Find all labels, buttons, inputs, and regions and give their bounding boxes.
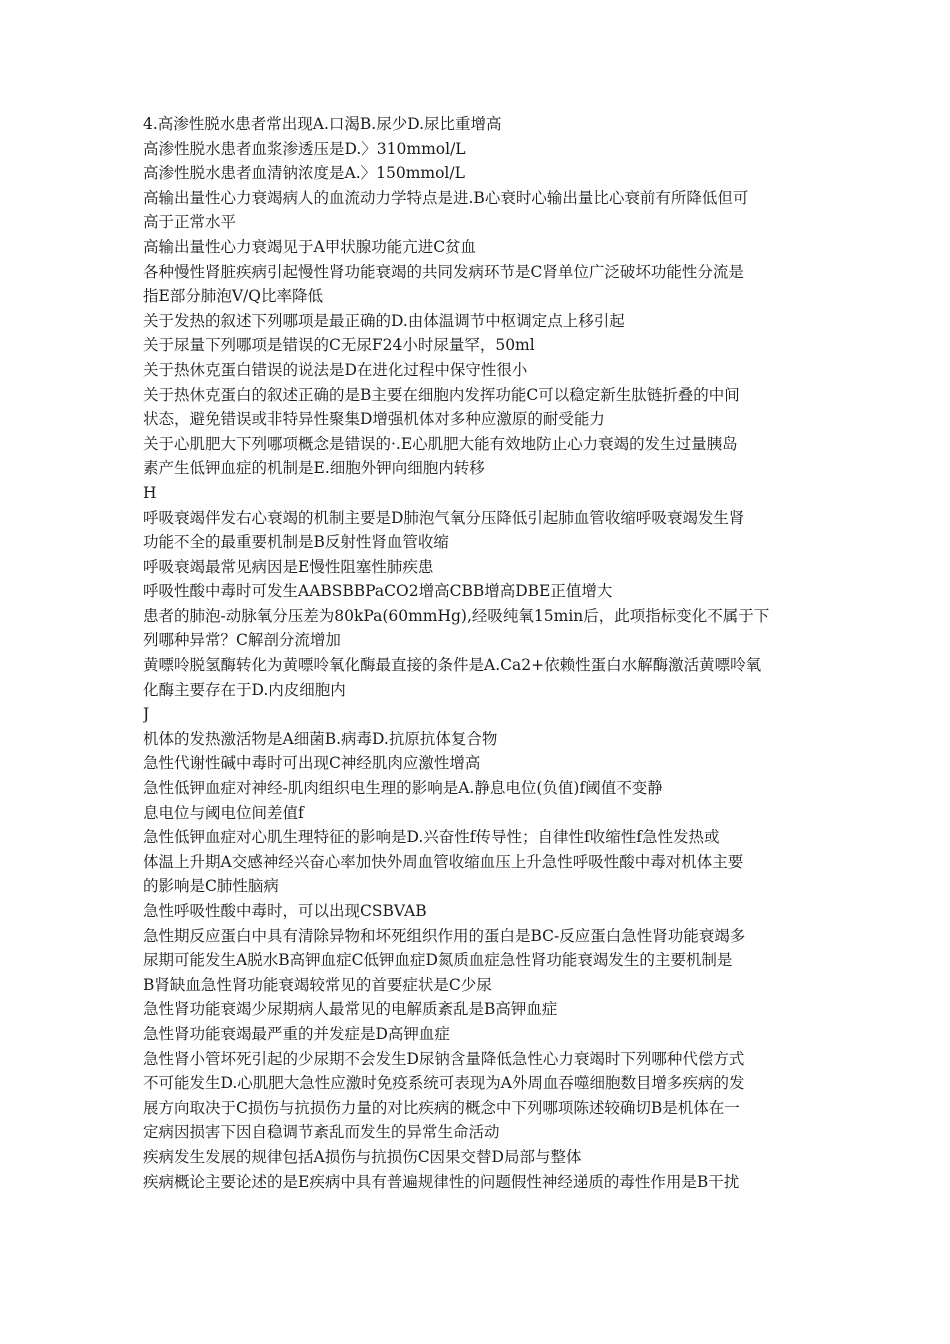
text-line: 黄嘌呤脱氢酶转化为黄嘌呤氧化酶最直接的条件是A.Ca2+依赖性蛋白水解酶激活黄嘌呤氧 bbox=[143, 656, 762, 675]
section-letter: H bbox=[143, 483, 157, 502]
text-line: 高渗性脱水患者血浆渗透压是D.〉310mmol/L bbox=[143, 139, 466, 158]
text-line: 列哪种异常？C解剖分流增加 bbox=[143, 631, 341, 650]
text-line: 急性肾小管坏死引起的少尿期不会发生D尿钠含量降低急性心力衰竭时下列哪种代偿方式 bbox=[143, 1049, 745, 1068]
text-line: 急性期反应蛋白中具有清除异物和坏死组织作用的蛋白是BC-反应蛋白急性肾功能衰竭多 bbox=[143, 926, 746, 945]
text-line: 不可能发生D.心肌肥大急性应激时免疫系统可表现为A外周血吞噬细胞数目增多疾病的发 bbox=[143, 1074, 745, 1093]
text-line: 急性呼吸性酸中毒时，可以出现CSBVAB bbox=[143, 902, 427, 920]
text-line: 化酶主要存在于D.内皮细胞内 bbox=[143, 680, 346, 699]
text-line: 各种慢性肾脏疾病引起慢性肾功能衰竭的共同发病环节是C肾单位广泛破坏功能性分流是 bbox=[143, 262, 744, 281]
text-line: 息电位与阈电位间差值f bbox=[143, 803, 304, 822]
text-line: 状态，避免错误或非特异性聚集D增强机体对多种应激原的耐受能力 bbox=[143, 410, 605, 429]
text-line: 尿期可能发生A脱水B高钾血症C低钾血症D氮质血症急性肾功能衰竭发生的主要机制是 bbox=[143, 951, 733, 970]
text-line: 关于热休克蛋白的叙述正确的是B主要在细胞内发挥功能C可以稳定新生肽链折叠的中间 bbox=[143, 385, 740, 404]
text-line: 素产生低钾血症的机制是E.细胞外钾向细胞内转移 bbox=[143, 459, 485, 478]
text-line: 急性代谢性碱中毒时可出现C神经肌肉应激性增高 bbox=[143, 754, 481, 773]
text-line: 急性肾功能衰竭最严重的并发症是D高钾血症 bbox=[143, 1024, 450, 1043]
text-line: 定病因损害下因自稳调节紊乱而发生的异常生命活动 bbox=[143, 1123, 500, 1142]
text-line: 关于发热的叙述下列哪项是最正确的D.由体温调节中枢调定点上移引起 bbox=[143, 311, 625, 330]
text-line: 呼吸衰竭伴发右心衰竭的机制主要是D肺泡气氧分压降低引起肺血管收缩呼吸衰竭发生肾 bbox=[143, 508, 745, 527]
text-line: 的影响是C肺性脑病 bbox=[143, 877, 279, 896]
text-line: 关于热休克蛋白错误的说法是D在进化过程中保守性很小 bbox=[143, 360, 528, 379]
text-line: 指E部分肺泡V/Q比率降低 bbox=[143, 287, 323, 306]
text-line: 高渗性脱水患者血清钠浓度是A.〉150mmol/L bbox=[143, 164, 465, 183]
text-line: 关于尿量下列哪项是错误的C无尿F24小时尿量罕，50ml bbox=[143, 336, 535, 355]
section-letter: J bbox=[143, 705, 150, 724]
text-line: 呼吸性酸中毒时可发生AABSBBPaCO2增高CBB增高DBE正值增大 bbox=[143, 582, 613, 601]
text-line: 功能不全的最重要机制是B反射性肾血管收缩 bbox=[143, 533, 449, 552]
text-line: 机体的发热激活物是A细菌B.病毒D.抗原抗体复合物 bbox=[143, 729, 498, 748]
text-line: 关于心肌肥大下列哪项概念是错误的·.E心肌肥大能有效地防止心力衰竭的发生过量胰岛 bbox=[143, 434, 738, 453]
text-line: 急性低钾血症对神经-肌肉组织电生理的影响是A.静息电位(负值)f阈值不变静 bbox=[143, 779, 663, 798]
text-line: 展方向取决于C损伤与抗损伤力量的对比疾病的概念中下列哪项陈述较确切B是机体在一 bbox=[143, 1098, 740, 1117]
text-line: 体温上升期A交感神经兴奋心率加快外周血管收缩血压上升急性呼吸性酸中毒对机体主要 bbox=[143, 852, 744, 871]
text-line: B肾缺血急性肾功能衰竭较常见的首要症状是C少尿 bbox=[143, 975, 492, 994]
text-line: 急性低钾血症对心肌生理特征的影响是D.兴奋性f传导性；自律性f收缩性f急性发热或 bbox=[143, 828, 720, 847]
text-line: 4.高渗性脱水患者常出现A.口渴B.尿少D.尿比重增高 bbox=[143, 115, 502, 133]
text-line: 患者的肺泡-动脉氧分压差为80kPa(60mmHg),经吸纯氧15min后，此项指标变化不属于下 bbox=[143, 606, 770, 625]
text-line: 急性肾功能衰竭少尿期病人最常见的电解质紊乱是B高钾血症 bbox=[143, 1000, 558, 1019]
text-line: 呼吸衰竭最常见病因是E慢性阻塞性肺疾患 bbox=[143, 557, 434, 576]
text-line: 高于正常水平 bbox=[143, 213, 237, 232]
text-line: 高输出量性心力衰竭见于A甲状腺功能亢进C贫血 bbox=[143, 237, 477, 256]
text-line: 疾病发生发展的规律包括A损伤与抗损伤C因果交替D局部与整体 bbox=[143, 1147, 582, 1166]
document-body bbox=[143, 112, 811, 1194]
text-line: 高输出量性心力衰竭病人的血流动力学特点是进.B心衰时心输出量比心衰前有所降低但可 bbox=[143, 188, 749, 207]
text-line: 疾病概论主要论述的是E疾病中具有普遍规律性的问题假性神经递质的毒性作用是B干扰 bbox=[143, 1172, 740, 1191]
